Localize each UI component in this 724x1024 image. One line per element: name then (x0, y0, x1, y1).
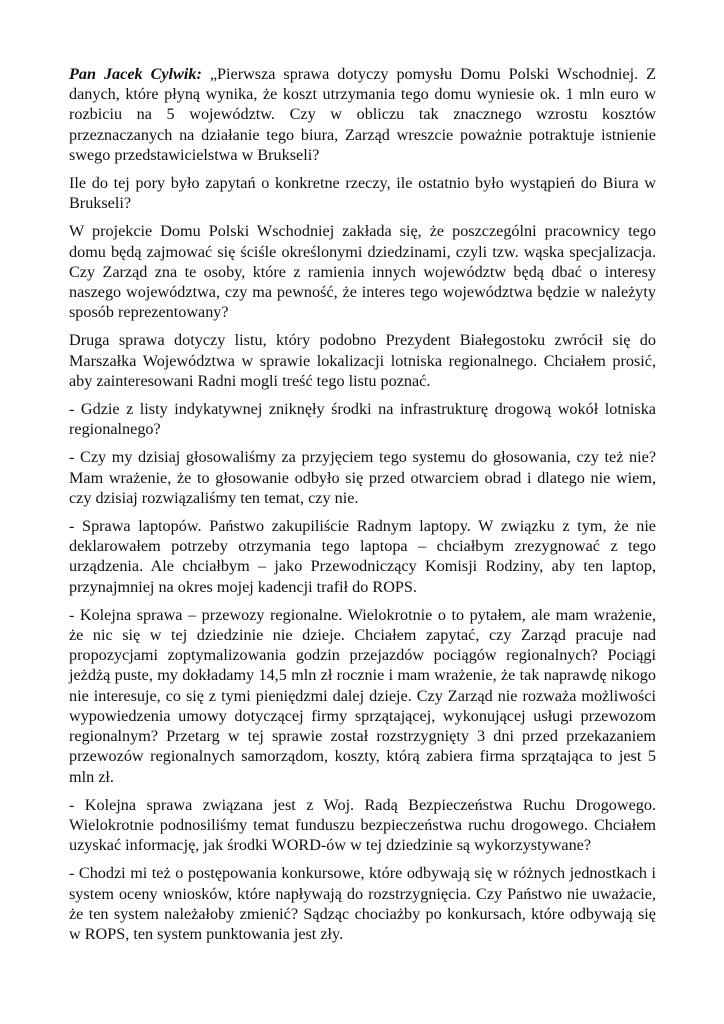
paragraph-1-text: „Pierwsza sprawa dotyczy pomysłu Domu Polski Wschodniej. Z danych, które płyną wynika, że koszt utrzymania tego domu wyniesie ok. 1 mln euro w rozbiciu na 5 województw. Czy w obliczu tak znacznego wzrostu kosztów przeznaczanych na działanie tego biura, Zarząd wreszcie poważnie potraktuje istnienie swego przedstawicielstwa w Brukseli? (69, 65, 657, 164)
speaker-name: Pan Jacek Cylwik: (69, 65, 202, 83)
document-page (69, 64, 656, 952)
paragraph-1 (69, 64, 656, 165)
paragraph-5: - Gdzie z listy indykatywnej zniknęły środki na infrastrukturę drogową wokół lotniska regionalnego? (69, 400, 656, 439)
paragraph-3: W projekcie Domu Polski Wschodniej zakłada się, że poszczególni pracownicy tego domu będą zajmować się ściśle określonymi dziedzinami, czyli tzw. wąska specjalizacja. Czy Zarząd zna te osoby, które z ramienia innych województw będą dbać o interesy naszego województwa, czy ma pewność, że interes tego województwa będzie w należyty sposób reprezentowany? (69, 222, 656, 322)
paragraph-4: Druga sprawa dotyczy listu, który podobno Prezydent Białegostoku zwrócił się do Marszałka Województwa w sprawie lokalizacji lotniska regionalnego. Chciałem prosić, aby zainteresowani Radni mogli treść tego listu poznać. (69, 331, 656, 390)
paragraph-2: Ile do tej pory było zapytań o konkretne rzeczy, ile ostatnio było wystąpień do Biura w Brukseli? (69, 174, 656, 213)
paragraph-7: - Sprawa laptopów. Państwo zakupiliście Radnym laptopy. W związku z tym, że nie deklarowałem potrzeby otrzymania tego laptopa – chciałbym zrezygnować z tego urządzenia. Ale chciałbym – jako Przewodniczący Komisji Rodziny, aby ten laptop, przynajmniej na okres mojej kadencji trafił do ROPS. (69, 517, 656, 596)
paragraph-9: - Kolejna sprawa związana jest z Woj. Radą Bezpieczeństwa Ruchu Drogowego. Wielokrotnie podnosiliśmy temat funduszu bezpieczeństwa ruchu drogowego. Chciałem uzyskać informację, jak środki WORD-ów w tej dziedzinie są wykorzystywane? (69, 795, 656, 855)
paragraph-8: - Kolejna sprawa – przewozy regionalne. Wielokrotnie o to pytałem, ale mam wrażenie, że nic się w tej dziedzinie nie dzieje. Chciałem zapytać, czy Zarząd pracuje nad propozycjami zoptymalizowania godzin przejazdów pociągów regionalnych? Pociągi jeżdżą puste, my dokładamy 14,5 mln zł rocznie i mam wrażenie, że tak naprawdę nikogo nie interesuje, co się z tymi pieniędzmi dalej dzieje. Czy Zarząd nie rozważa możliwości wypowiedzenia umowy dotyczącej firmy sprzątającej, wykonującej usługi przewozom regionalnym? Przetarg w tej sprawie został rozstrzygnięty 3 dni przed przekazaniem przewozów regionalnych samorządom, koszty, którą zabiera firma sprzątająca to jest 5 mln zł. (69, 605, 656, 786)
paragraph-10: - Chodzi mi też o postępowania konkursowe, które odbywają się w różnych jednostkach i system oceny wniosków, które napływają do rozstrzygnięcia. Czy Państwo nie uważacie, że ten system należałoby zmienić? Sądząc chociażby po konkursach, które odbywają się w ROPS, ten system punktowania jest zły. (69, 864, 656, 943)
paragraph-6: - Czy my dzisiaj głosowaliśmy za przyjęciem tego systemu do głosowania, czy też nie? Mam wrażenie, że to głosowanie odbyło się przed otwarciem obrad i dlatego nie wiem, czy dzisiaj rozwiązaliśmy ten temat, czy nie. (69, 448, 656, 507)
